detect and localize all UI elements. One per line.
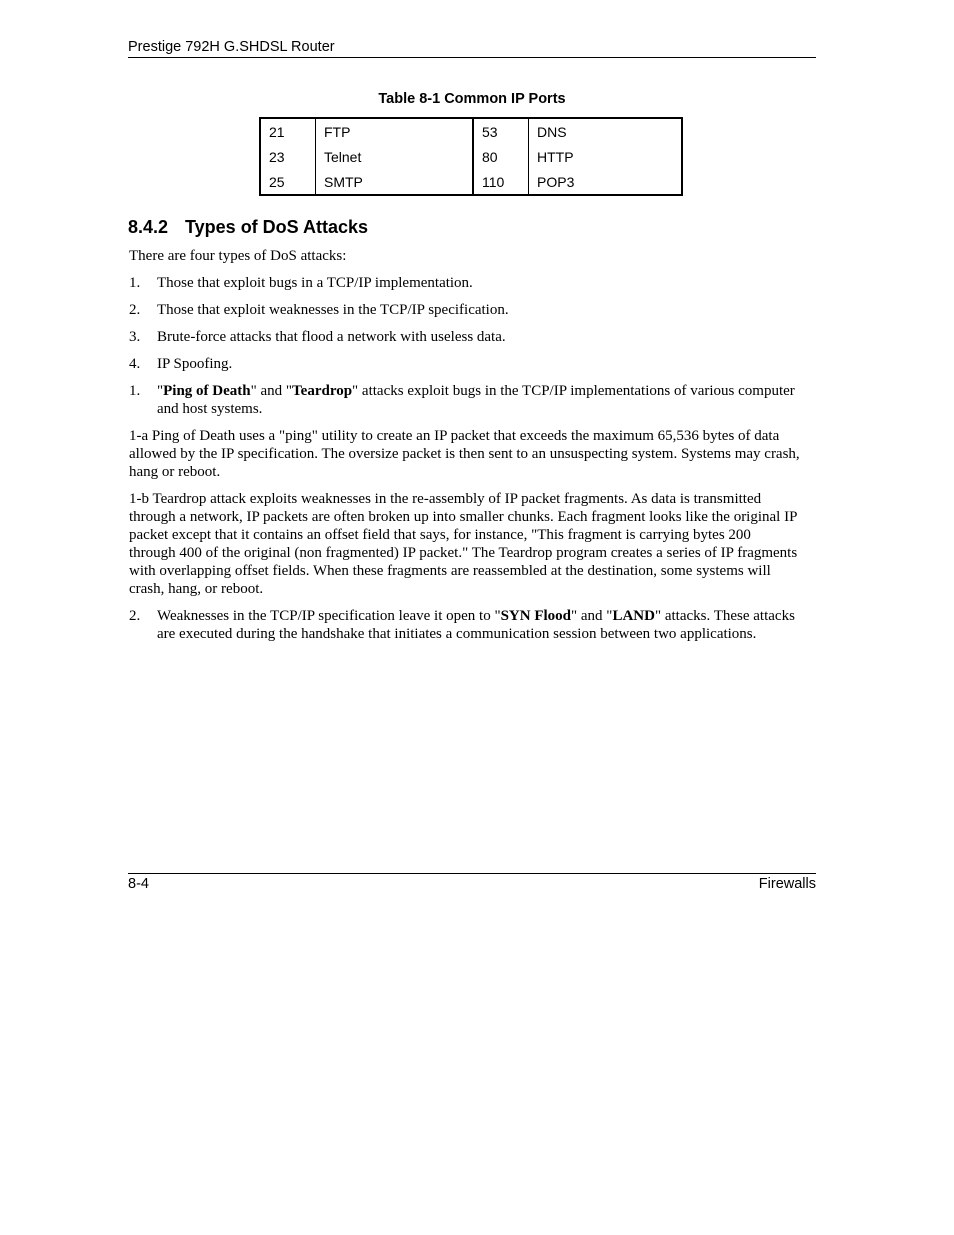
detail-text <box>157 608 795 642</box>
table-cell: DNS <box>529 118 683 144</box>
header-rule <box>128 57 816 58</box>
term-ping-of-death: Ping of Death <box>163 383 251 399</box>
table-cell: 53 <box>473 118 529 144</box>
list-item-text: Brute-force attacks that flood a network with useless data. <box>157 329 506 345</box>
chapter-name: Firewalls <box>758 876 816 892</box>
list-marker: 4. <box>129 356 141 372</box>
table-cell: HTTP <box>537 148 574 165</box>
list-item <box>129 301 801 319</box>
table-cell: FTP <box>316 118 474 144</box>
section-heading <box>128 216 368 238</box>
table-cell: Telnet <box>316 144 474 169</box>
list-item-text: Those that exploit bugs in a TCP/IP implementation. <box>157 275 473 291</box>
list-marker: 2. <box>129 302 141 318</box>
page-header <box>128 38 816 56</box>
text-run: " <box>157 383 164 399</box>
table-cell: 25 <box>260 169 316 195</box>
section-title: Types of DoS Attacks <box>185 217 369 237</box>
table-row <box>260 144 682 169</box>
list-item <box>129 328 801 346</box>
table-cell: 80 <box>473 144 529 169</box>
table-cell: 21 <box>260 118 316 144</box>
text-run: Weaknesses in the TCP/IP specification leave it open to " <box>157 608 501 624</box>
list-item <box>129 355 801 373</box>
table-cell: 110 <box>473 169 529 195</box>
detail-item-bugs <box>129 382 801 418</box>
term-teardrop: Teardrop <box>292 383 353 399</box>
table-cell: POP3 <box>529 169 683 195</box>
sub-paragraph-teardrop: 1-b Teardrop attack exploits weaknesses in the re-assembly of IP packet fragments. As data is transmitted through a network, IP packets are often broken up into smaller chunks. Each fragment looks like the original IP packet except that it contains an offset field that says, for instance, "This fragment is carrying bytes 200 through 400 of the original (non fragmented) IP packet." The Teardrop program creates a series of IP fragments with overlapping offset fields. When these fragments are reassembled at the destination, some systems will crash, hang, or reboot. <box>129 491 798 597</box>
text-run: " attacks exploit bugs in the TCP/IP implementations of various computer and host systems. <box>157 383 795 417</box>
text-run: " and " <box>250 383 293 399</box>
footer-rule <box>128 873 816 874</box>
table-row <box>260 118 682 144</box>
page-footer <box>128 875 816 893</box>
sub-paragraph-ping-of-death: 1-a Ping of Death uses a "ping" utility to create an IP packet that exceeds the maximum 65,536 bytes of data allowed by the IP specification. The oversize packet is then sent to an unsuspecting system. Systems may crash, hang or reboot. <box>129 428 800 480</box>
document-title: Prestige 792H G.SHDSL Router <box>128 39 335 55</box>
section-body <box>129 247 801 652</box>
list-marker: 1. <box>129 383 141 399</box>
table-cell: SMTP <box>316 169 474 195</box>
detail-text <box>157 383 795 417</box>
table-cell: 23 <box>260 144 316 169</box>
list-marker: 3. <box>129 329 141 345</box>
list-marker: 1. <box>129 275 141 291</box>
list-item <box>129 274 801 292</box>
intro-paragraph: There are four types of DoS attacks: <box>129 248 347 264</box>
table-caption: Table 8-1 Common IP Ports <box>378 91 566 107</box>
common-ip-ports-table <box>259 117 683 196</box>
text-run: " and " <box>571 608 613 624</box>
table-row <box>260 169 682 195</box>
section-number: 8.4.2 <box>128 217 169 237</box>
list-item-text: IP Spoofing. <box>157 356 233 372</box>
term-land: LAND <box>612 608 655 624</box>
list-marker: 2. <box>129 608 141 624</box>
page-number: 8-4 <box>128 876 149 892</box>
term-syn-flood: SYN Flood <box>500 608 572 624</box>
detail-item-weaknesses <box>129 607 801 643</box>
list-item-text: Those that exploit weaknesses in the TCP/IP specification. <box>157 302 509 318</box>
text-run: " attacks. These attacks are executed during the handshake that initiates a communication session between two applications. <box>157 608 795 642</box>
